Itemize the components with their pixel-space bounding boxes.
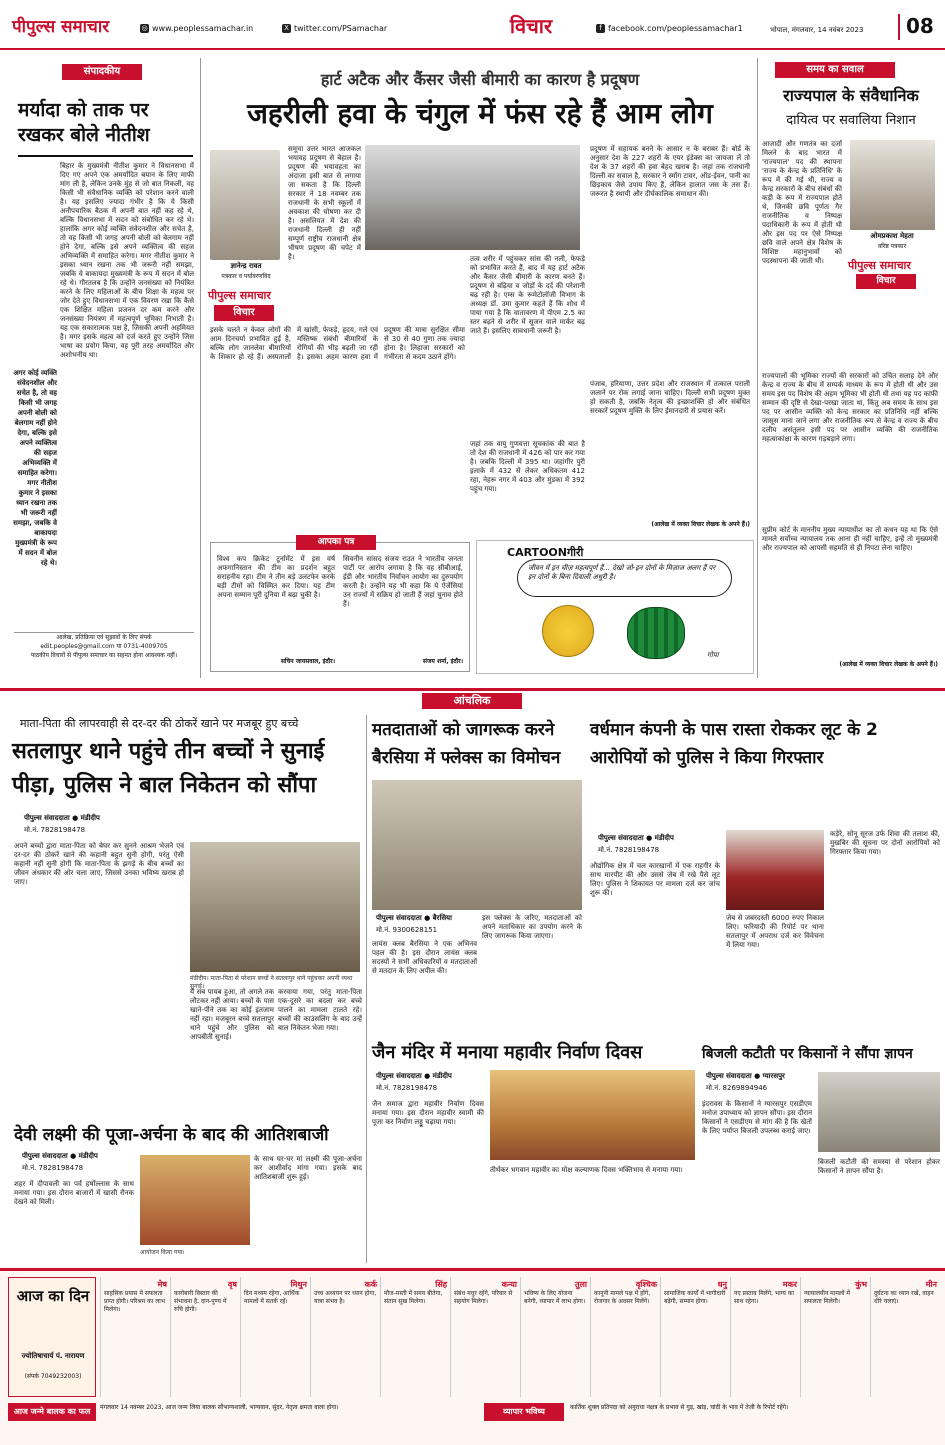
story1-byline: पीपुल्स संवाददाता ● मंडीदीप <box>24 814 100 822</box>
zodiac-sign <box>870 1277 940 1397</box>
story2-body: लायंस क्लब बैरसिया ने एक अभिनव पहल की है। इस दौरान लायंस क्लब सदस्यों ने सभी अधिकारियों व मतदाताओं से मतदान के लिए अपील की। <box>372 940 477 975</box>
zodiac-sign-text: उच्च अध्ययन पर ध्यान होगा, यात्रा संभव है। <box>314 1290 377 1305</box>
horoscope-strip <box>0 1268 945 1445</box>
story5-byline: पीपुल्स संवाददाता ● ग्यारसपुर <box>706 1072 785 1080</box>
zodiac-sign-text: दुर्घटना का ध्यान रखें, वाहन धीरे चलाएं। <box>874 1290 934 1305</box>
zodiac-sign <box>800 1277 870 1397</box>
column-tag: समय का सवाल <box>775 62 895 78</box>
story5-body-2: बिजली कटौती की समस्या से परेशान होकर किसानों ने ज्ञापन सौंपा है। <box>818 1158 940 1175</box>
cartoon-signature: गोपा <box>707 651 719 659</box>
zodiac-sign-name: कन्या <box>501 1280 517 1289</box>
zodiac-sign <box>730 1277 800 1397</box>
brand-logo: पीपुल्स समाचार <box>848 259 911 272</box>
lead-col4: प्रदूषण में सहायक बनने के आसार न के बराबर हैं। बोर्ड के अनुसार देश के 227 शहरों के एयर इंडेक्स का जायजा लें तो देश के 37 शहरों की हवा बेहद खराब है। जहां तक राजधानी दिल्ली का सवाल है, सरकार ने स्मॉग टावर, ऑड-ईवन, पानी का छिड़काव जैसे उपाय किए हैं, लेकिन हालात जस के तस हैं। जरूरत है स्थायी और दीर्घकालिक समाधान की। <box>590 145 750 198</box>
story4-body-2: तीर्थंकर भगवान महावीर का मोक्ष कल्याणक दिवस भक्तिभाव से मनाया गया। <box>490 1166 683 1174</box>
story2-photo <box>372 780 582 910</box>
editorial-side-quote: अगर कोई व्यक्ति संवेदनशील और सचेत है, तो वह किसी भी जगह अपनी बोली को बेलगाम नहीं होने देगा, बल्कि इसे अपने व्यक्तित्व की सहज अभिव्यक्ति में समाहित करेगा। मगर नीतीश कुमार ने इसका ध्यान रखना तक भी जरूरी नहीं समझा, जबकि वे बाकायदा मुख्यमंत्री के रूप में सदन में बोल रहे थे। <box>13 369 57 567</box>
zodiac-sign-text: मौज-मस्ती में समय बीतेगा, संतान सुख मिलेगा। <box>384 1290 443 1305</box>
section-title: विचार <box>509 14 553 38</box>
story5-body: इंदरावस के किसानों ने ग्यारसपुर एसडीएम मनोज उपाध्याय को ज्ञापन सौंपा। इस दौरान किसानों ने एसडीएम से मांग की है कि खेतों के लिए पर्याप्त बिजली उपलब्ध कराई जाए। <box>702 1100 812 1135</box>
story3-body-3: कड़ेरे, सोनू सूरज उर्फ शिवा की तलाश की, मुखबिर की सूचना पर दोनों आरोपियों को गिरफ्तार किया गया। <box>830 830 940 856</box>
zodiac-sign-name: मेष <box>157 1280 167 1289</box>
column-body-3: सुप्रीम कोर्ट के माननीय मुख्य न्यायाधीश का तो कथन यह था कि ऐसे मामले सर्वोच्च न्यायालय तक आना ही नहीं चाहिए, इन्हें तो मुख्यमंत्री और राज्यपाल को आपसी सहमति से ही निपटा लेना चाहिए। <box>762 526 938 552</box>
zodiac-sign-name: वृष <box>227 1280 237 1289</box>
story1-caption: मंडीदीप। माता-पिता से परेशान बच्चों ने सतलापुर थाने पहुंचकर अपनी व्यथा सुनाई। <box>190 975 353 990</box>
contact-email[interactable]: edit.peoples@gmail.com या 0731-4009705 <box>40 643 168 650</box>
story2-title: मतदाताओं को जागरूक करने बैरसिया में फ्लेक्स का विमोचन <box>372 720 561 768</box>
story2-mobile: मो.नं. 9300628151 <box>376 926 438 934</box>
horoscope-astrologer: ज्योतिषाचार्य पं. नारायण <box>21 1352 85 1360</box>
zodiac-sign-text: नए प्रस्ताव मिलेंगे, भाग्य का साथ रहेगा। <box>734 1290 794 1305</box>
watermelon-character <box>627 607 685 659</box>
horoscope-box <box>8 1277 96 1397</box>
column-title-2: दायित्व पर सवालिया निशान <box>786 113 916 128</box>
zodiac-sign-text: सामाजिक कार्यों में भागीदारी बढ़ेगी, सम्मान होगा। <box>664 1290 726 1305</box>
zodiac-sign <box>660 1277 730 1397</box>
lead-col6: पंजाब, हरियाणा, उत्तर प्रदेश और राजस्थान में तत्काल पराली जलाने पर रोक लगाई जाना चाहिए। दिल्ली सभी प्रदूषण मुक्त हो सकती है, जबकि नेतृत्व की इच्छाशक्ति हो और संबंधित सरकारें प्रदूषण मुक्ति के लिए ईमानदारी से प्रयास करें। <box>590 380 750 415</box>
letters-box <box>210 537 470 672</box>
story3-body-2: जेब से जबरदस्ती 6000 रुपए निकाल लिए। फरियादी की रिपोर्ट पर थाना सतलापुर में अपराध दर्ज कर विवेचना में लिया गया। <box>726 914 824 949</box>
brand-subtag: विचार <box>214 305 274 321</box>
zodiac-sign-name: कुंभ <box>855 1280 867 1289</box>
zodiac-sign-name: धनु <box>717 1280 727 1289</box>
column-body-2: राज्यपालों की भूमिका राज्यों की सरकारों को उचित सलाह देने और केन्द्र व राज्य के बीच में सम्पर्क माध्यम के रूप में होती थी और उस समय इस पद विशेष की अहम भूमिका भी होती थी तथा यह पद काफी सम्मान की दृष्टि से देखा-परखा जाता था, किंतु अब समय के साथ इस पद पर आसीन व्यक्ति को केन्द्र सरकार का प्रतिनिधि नहीं बल्कि जासूस माना जाने लगा और राजनीतिक रूप से केन्द्र व राज्य के बीच दलीय असंतुलन इसी पद पर आसीन व्यक्ति की राजनीतिक महत्वाकांक्षा के कारण गड़बड़ाने लगा। <box>762 372 938 443</box>
lead-kicker: हार्ट अटैक और कैंसर जैसी बीमारी का कारण है प्रदूषण <box>320 70 640 89</box>
story5-mobile: मो.नं. 8269894946 <box>706 1084 768 1092</box>
story6-title: देवी लक्ष्मी की पूजा-अर्चना के बाद की आतिशबाजी <box>14 1125 329 1145</box>
story3-mobile: मो.नं. 7828198478 <box>598 846 660 854</box>
pollution-photo <box>365 145 580 250</box>
letter-1-signature: सचिन जायसवाल, इंदौर। <box>280 658 335 665</box>
lead-col2: इसके चलते न केवल लोगों की आम दिनचर्या प्रभावित हुई है, बल्कि लोग जानलेवा बीमारियों के शिकार हो रहे हैं। अस्पतालों में खांसी, फेफड़े, हृदय, गले एवं मस्तिष्क संबंधी बीमारियों के रोगियों की भीड़ बढ़ती जा रही है। इसका अहम कारण हवा में प्रदूषण की मात्रा सुरक्षित सीमा से 30 से 40 गुणा तक ज्यादा होना है। लिहाजा सरकारों को गंभीरता से कदम उठाने होंगे। <box>210 326 465 361</box>
zodiac-sign <box>100 1277 170 1397</box>
story1-photo <box>190 842 360 972</box>
story4-title: जैन मंदिर में मनाया महावीर निर्वाण दिवस <box>372 1042 643 1063</box>
website-link[interactable]: ◎ www.peoplessamachar.in <box>141 24 254 33</box>
story3-body-1: औद्योगिक क्षेत्र में चल कारखानों में एक राहगीर के साथ मारपीट की और उससे जेब में रखे पैसे लूट लिए। पुलिस ने शिकायत पर मामला दर्ज कर जांच शुरू की। <box>590 862 720 897</box>
story6-caption: आयोजन किया गया। <box>140 1249 185 1256</box>
vertical-rule <box>200 58 201 678</box>
story1-body-3: करवाया गया, परंतु माता-पिता एक-दूसरे का बदला कर बच्चे पालने का मामला टालते रहे। बच्चों की काउंसलिंग के बाद उन्हें बाल निकेतन भेजा गया। <box>278 988 362 1032</box>
zodiac-sign-name: सिंह <box>435 1280 447 1289</box>
zodiac-sign-text: कारोबारी विस्तार की संभावना है, दान-पुण्य में रुचि होगी। <box>174 1290 227 1313</box>
footer-line: आलेख, प्रतिक्रिया एवं सुझावों के लिए संपर्क <box>56 634 152 641</box>
birth-tag: आज जन्मे बालक का फल <box>8 1403 96 1421</box>
zodiac-sign-text: कानूनी मामले पक्ष में होंगे, रोजगार के अवसर मिलेंगे। <box>594 1290 651 1305</box>
footer-line: पाठकीय विचारों से पीपुल्स समाचार का सहमत होना आवश्यक नहीं। <box>30 652 178 659</box>
birth-text: मंगलवार 14 नवम्बर 2023, आज जन्म लिया बालक सौभाग्यशाली, भाग्यवान, सुंदर, नेतृत्व क्षमता वाला होगा। <box>100 1404 339 1411</box>
zodiac-sign-name: वृश्चिक <box>635 1280 657 1289</box>
letter-1-body: विश्व कप क्रिकेट टूर्नामेंट में इस वर्ष अफगानिस्तान की टीम का प्रदर्शन बहुत सराहनीय रहा। टीम ने तीन बड़े उलटफेर करके बड़ी टीमों को विस्मित कर दिया। यह टीम अपना सम्मान पूरी दुनिया में बढ़ा चुकी है। <box>217 555 335 599</box>
letter-2-body: सिवनीन सांसद संजय राउत ने भारतीय जनता पार्टी पर आरोप लगाया है कि वह सीबीआई, ईडी और भारतीय निर्वाचन आयोग का दुरुपयोग करती है। उन्होंने यह भी कहा कि ये ऐजेंसियां उन राज्यों में सक्रिय हो जाती हैं जहां चुनाव होते हैं। <box>343 555 463 608</box>
author-photo <box>210 150 280 260</box>
lead-col5: जहां तक वायु गुणवत्ता सूचकांक की बात है तो देश की राजधानी में 426 को पार कर गया है। जबकि दिल्ली में 395 था। जहांगीर पुरी इलाके में 432 से लेकर अधिकतम 412 रहा, नेहरू नगर में 403 और मुंडका में 392 पहुंच गया। <box>470 440 585 493</box>
author-role: पत्रकार व पर्यावरणविद <box>221 273 271 280</box>
horoscope-box-title: आज का दिन <box>16 1287 90 1305</box>
editorial-tag: संपादकीय <box>62 64 142 80</box>
letters-tag: आपका पत्र <box>296 535 376 550</box>
story3-title: वर्धमान कंपनी के पास रास्ता रोककर लूट के 2 आरोपियों को पुलिस ने किया गिरफ्तार <box>590 720 878 768</box>
zodiac-sign <box>590 1277 660 1397</box>
zodiac-sign <box>380 1277 450 1397</box>
laddoo-character <box>542 605 594 657</box>
story4-body: जैन समाज द्वारा महावीर निर्वाण दिवस मनाया गया। इस दौरान महावीर स्वामी की पूजा कर निर्वाण लड्डू चढ़ाया गया। <box>372 1100 484 1126</box>
zodiac-sign <box>450 1277 520 1397</box>
column-title-1: राज्यपाल के संवैधानिक <box>783 86 919 105</box>
story1-title: सतलापुर थाने पहुंचे तीन बच्चों ने सुनाई पीड़ा, पुलिस ने बाल निकेतन को सौंपा <box>12 739 325 798</box>
divider <box>18 155 193 157</box>
story4-photo <box>490 1070 695 1160</box>
regional-tag: आंचलिक <box>422 693 522 709</box>
dateline: भोपाल, मंगलवार, 14 नवंबर 2023 <box>770 26 864 34</box>
facebook-link[interactable]: f facebook.com/peoplessamachar1 <box>596 24 776 33</box>
editorial-body: बिहार के मुख्यमंत्री नीतीश कुमार ने विधानसभा में दिए गए अपने एक अमर्यादित बयान के लिए माफी मांग ली है, लेकिन उनके मुंह से जो बात निकली, वह किसी भी संवैधानिक व्यक्ति को परेशान करने वाली है। यह इसलिए ज्यादा गंभीर है कि ये किसी अनौपचारिक बैठक में अपनी बात नहीं कह रहे थे, बल्कि विधानसभा में सदन को संबोधित कर रहे थे। हालांकि अगर कोई व्यक्ति संवेदनशील और सचेत है, तो वह किसी भी जगह अपनी बोली को बेलगाम नहीं होने देगा, बल्कि इसे अपने व्यक्तित्व की सहज अभिव्यक्ति में समाहित करेगा। मगर नीतीश कुमार ने इसका ध्यान रखना तक भी जरूरी नहीं समझा, जबकि वे बाकायदा मुख्यमंत्री के रूप में सदन में बोल रहे थे। गौरतलब है कि उन्होंने जनसंख्या को नियंत्रित करने के लिए महिलाओं के बीच शिक्षा के महत्व पर जोर देते हुए विधानसभा में एक विवरण रखा कि कैसे एक शिक्षित महिला प्रजनन दर कम करने और जनसंख्या नियंत्रण में महत्वपूर्ण भूमिका निभाती है। यह एक सकारात्मक पक्ष है, जिसकी अपनी अहमियत है। मगर इसके महत्व को दर्ज करते हुए उन्होंने जिस भाषा का प्रयोग किया, वह पूरी तरह अमर्यादित और अशोभनीय था। <box>60 162 194 359</box>
story4-byline: पीपुल्स संवाददाता ● मंडीदीप <box>376 1072 452 1080</box>
page-number: 08 <box>898 14 938 40</box>
lead-title: जहरीली हवा के चंगुल में फंस रहे हैं आम लोग <box>247 97 713 130</box>
facebook-icon: f <box>596 24 605 33</box>
story3-byline: पीपुल्स संवाददाता ● मंडीदीप <box>598 834 674 842</box>
letter-2-signature: संजय शर्मा, इंदौर। <box>422 658 463 665</box>
masthead-logo[interactable]: पीपुल्स समाचार <box>12 17 110 37</box>
zodiac-sign-name: मिथुन <box>290 1280 307 1289</box>
cartoon-label: CARTOONगीरी <box>507 546 584 559</box>
story5-photo <box>818 1072 940 1152</box>
zodiac-sign-text: दिन मध्यम रहेगा, आर्थिक मामलों में सतर्क रहें। <box>244 1290 300 1305</box>
cartoon-panel <box>476 540 754 674</box>
horoscope-contact: (संपर्क 7049232003) <box>24 1373 82 1380</box>
column-body-1: आजादी और गणतंत्र का दर्जा मिलने के बाद भारत में 'राज्यपाल' पद की स्थापना 'राज्य के केन्द्र के प्रतिनिधि' के रूप में की गई थी, राज्य व केन्द्र सरकारों के बीच संबंधों की कड़ी के रूप में राज्यपाल होते थे, जिनकी छवि पूर्णतः गैर राजनीतिक व निष्पक्ष पदाधिकारी के रूप में होती थी और इस पद पर ऐसे निष्पक्ष छवि वाले अपने क्षेत्र विशेष के विशिष्ट महानुभावों को पदस्थापना की जाती थी। <box>762 140 842 265</box>
editorial-footer <box>14 632 194 672</box>
zodiac-sign-name: मकर <box>782 1280 797 1289</box>
zodiac-sign-text: संबंध मधुर रहेंगे, परिवार से सहयोग मिलेगा। <box>454 1290 513 1305</box>
story1-body-2: ये सब पायब हुआ, तो अगले तक लौटकर नहीं आया। बच्चों के पास खाने-पीने तक का कोई इंतजाम नहीं रहा। मजबूरन बच्चे सतलापुर थाने पहुंचे और पुलिस को आपबीती सुनाई। <box>190 988 274 1041</box>
story6-photo <box>140 1155 250 1245</box>
trade-tag: व्यापार भविष्य <box>484 1403 564 1421</box>
author-name: ज्ञानेन्द्र रावत <box>230 262 262 270</box>
story1-body-1: अपने बच्चों द्वारा माता-पिता को बेघर कर सुनने आश्रम भेजने एवं दर-दर की ठोकरें खाने की कहानी बहुत सुनी होगी, परंतु ऐसी कहानी नहीं सुनी होगी कि माता-पिता के झगड़े के बीच बच्चों का जीवन अंधकार की ओर चला जाए, जिससे उनका भविष्य खराब हो जाए। <box>14 842 184 886</box>
lead-col3: तत्व शरीर में पहुंचकर सांस की नली, फेफड़े को प्रभावित करते हैं, बाद में यह हार्ट अटैक और कैंसर जैसी बीमारी के कारण बनते हैं। प्रदूषण से बढ़िया व जोड़ों के दर्द की परेशानी बढ़ रही है। एम्स के रूमेटोलॉजी विभाग के अध्यक्ष डॉ. उमा कुमार कहते हैं कि शोध में पाया गया है कि वातावरण में पीएम 2.5 का स्तर बढ़ने से शरीर में सूजन वाले मार्कर बढ़ जाते हैं। इसलिए सावधानी जरूरी है। <box>470 255 585 335</box>
zodiac-sign <box>520 1277 590 1397</box>
zodiac-sign-name: कर्क <box>364 1280 377 1289</box>
editorial-title: मर्यादा को ताक पर रखकर बोले नीतीश <box>18 99 150 146</box>
regional-band <box>0 688 945 708</box>
story6-body: शहर में दीपावली का पर्व हर्षोल्लास के साथ मनाया गया। इस दौरान बाजारों में खासी रौनक देखने को मिली। <box>14 1180 134 1206</box>
zodiac-sign <box>310 1277 380 1397</box>
zodiac-sign-text: भविष्य के लिए योजना बनेगी, व्यापार में लाभ होगा। <box>524 1290 586 1305</box>
x-icon: X <box>282 24 291 33</box>
story2-byline: पीपुल्स संवाददाता ● बैरसिया <box>376 914 452 922</box>
trade-text: कार्तिक शुक्ल प्रतिपदा को अनुराधा नक्षत्र के प्रभाव से गुड़, खांड़, चांदी के भाव में तेजी के रिपोर्ट रहेंगे। <box>570 1404 789 1411</box>
zodiac-sign <box>240 1277 310 1397</box>
story6-byline: पीपुल्स संवाददाता ● मंडीदीप <box>22 1152 98 1160</box>
vertical-rule <box>366 715 367 1263</box>
brand-subtag: विचार <box>856 274 916 289</box>
story6-body-2: के साथ घर-घर मां लक्ष्मी की पूजा-अर्चना कर आशीर्वाद मांगा गया। इसके बाद आतिशबाजी शुरू हुई। <box>254 1155 362 1181</box>
cartoon-speech-bubble: जीवन में इन चीज़ महत्वपूर्ण हैं... देखो जो-इन दोनों के मिज़ाज अलग हैं पर इन दोनों के बिना दिवाली अधूरी है। <box>517 559 732 597</box>
story1-kicker: माता-पिता की लापरवाही से दर-दर की ठोकरें खाने पर मजबूर हुए बच्चे <box>20 717 299 730</box>
columnist-photo <box>850 140 935 230</box>
zodiac-sign <box>170 1277 240 1397</box>
story4-mobile: मो.नं. 7828198478 <box>376 1084 438 1092</box>
brand-logo: पीपुल्स समाचार <box>208 289 271 302</box>
story2-body-2: इस फ्लेक्स के जरिए, मतदाताओं को अपने मताधिकार का उपयोग करने के लिए जागरूक किया जाएगा। <box>482 914 582 940</box>
zodiac-sign-name: तुला <box>574 1280 587 1289</box>
zodiac-sign-name: मीन <box>925 1280 937 1289</box>
story5-title: बिजली कटौती पर किसानों ने सौंपा ज्ञापन <box>702 1046 913 1062</box>
zodiac-sign-text: न्यायालयीन मामलों में सफलता मिलेगी। <box>804 1290 851 1305</box>
masthead <box>0 0 945 50</box>
story1-mobile: मो.नं. 7828198478 <box>24 826 86 834</box>
story6-mobile: मो.नं. 7828198478 <box>22 1164 84 1172</box>
story3-photo <box>726 830 824 910</box>
lead-footer: (आलेख में व्यक्त विचार लेखक के अपने हैं।) <box>651 521 750 528</box>
columnist-role: वरिष्ठ पत्रकार <box>877 243 907 250</box>
vertical-rule <box>757 58 758 678</box>
globe-icon: ◎ <box>141 24 148 32</box>
columnist-name: ओमप्रकाश मेहता <box>870 232 914 240</box>
column-footer: (आलेख में व्यक्त विचार लेखक के अपने हैं।) <box>839 661 938 668</box>
horoscope-grid <box>100 1277 940 1397</box>
lead-col1: समूचा उत्तर भारत आजकल भयावह प्रदूषण से बेहाल है। प्रदूषण की भयावहता का अंदाजा इसी बात से लगाया जा सकता है कि दिल्ली सरकार ने 18 नवम्बर तक राजधानी के सभी स्कूलों में अवकाश की घोषणा कर दी है। असलियत में देश की राजधानी दिल्ली ही नहीं सम्पूर्ण राष्ट्रीय राजधानी क्षेत्र भीषण प्रदूषण की चपेट में है। <box>288 145 361 261</box>
zodiac-sign-text: साहसिक प्रयास में सफलता प्राप्त होगी। परिश्रम का लाभ मिलेगा। <box>104 1290 166 1313</box>
twitter-link[interactable]: X twitter.com/PSamachar <box>282 24 422 33</box>
